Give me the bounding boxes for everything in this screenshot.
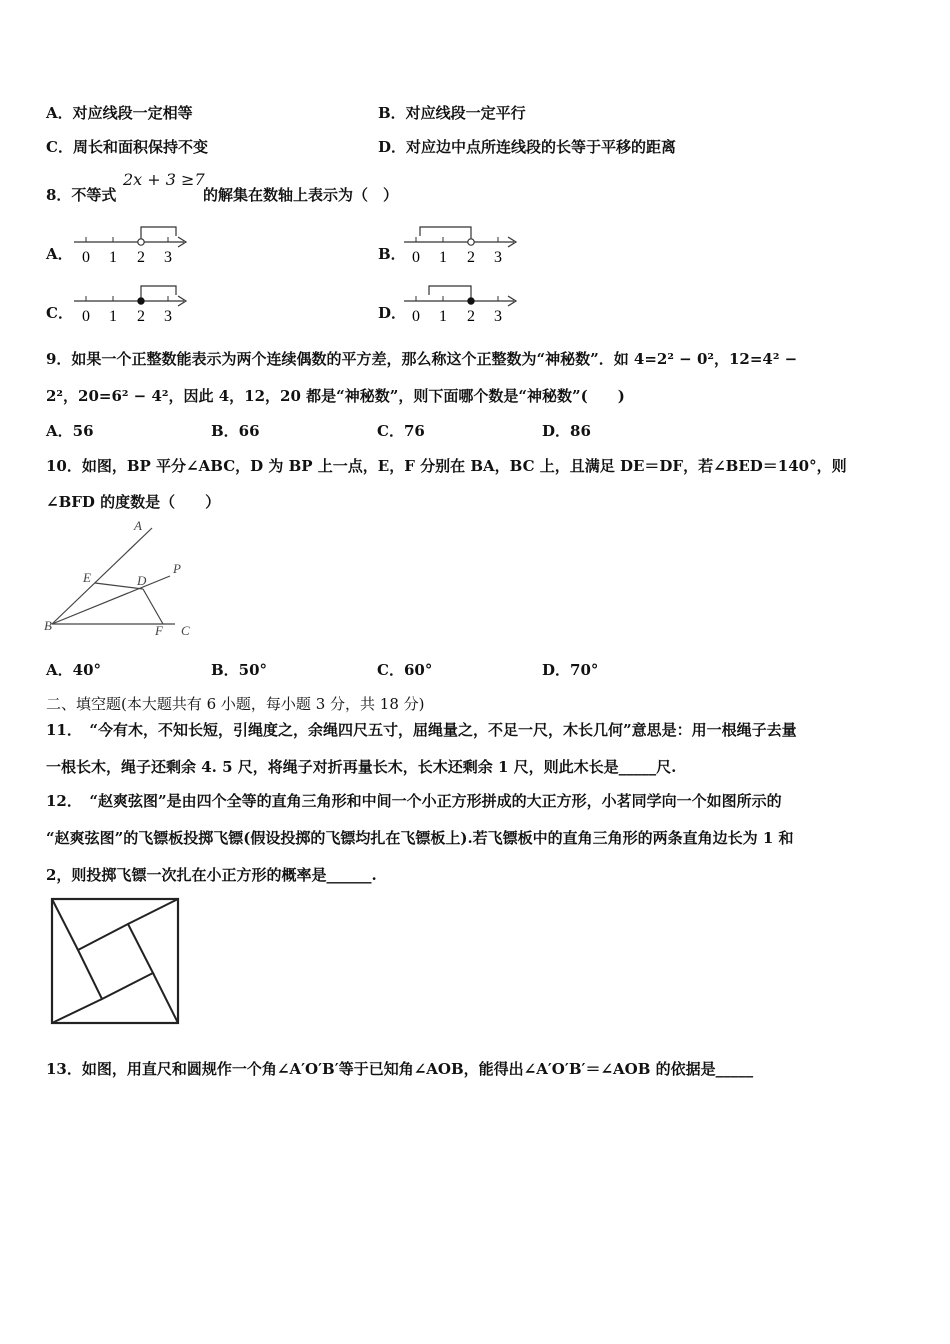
- q9-line-2: 2²，20=6² − 4²，因此 4，12，20 都是“神秘数”，则下面哪个数是“神秘数”( ): [46, 387, 625, 405]
- q8-label-a: A．: [46, 245, 73, 263]
- q12-line-1: 12． “赵爽弦图”是由四个全等的直角三角形和中间一个小正方形拼成的大正方形，小茗同学向一个如图所示的: [46, 792, 782, 810]
- point-label-p: P: [173, 561, 181, 576]
- q10-line-1: 10．如图，BP 平分∠ABC，D 为 BP 上一点，E，F 分别在 BA，BC 上，且满足 DE＝DF，若∠BED＝140°，则: [46, 457, 847, 475]
- q13-line-1: 13．如图，用直尺和圆规作一个角∠A′O′B′等于已知角∠AOB，能得出∠A′O′B′＝∠AOB 的依据是_____: [46, 1060, 754, 1078]
- tick-label: 2: [467, 308, 475, 325]
- q10-option-c: C．60°: [377, 661, 433, 679]
- q9-option-d: D．86: [542, 422, 591, 440]
- point-label-c: C: [181, 623, 190, 638]
- q9-line-1: 9．如果一个正整数能表示为两个连续偶数的平方差，那么称这个正整数为“神秘数”．如 4=2² − 0²，12=4² −: [46, 350, 798, 368]
- q8-label-b: B．: [378, 245, 406, 263]
- q7-option-a: A．对应线段一定相等: [46, 104, 193, 122]
- tick-label: 3: [164, 308, 172, 325]
- q7-option-c: C．周长和面积保持不变: [46, 138, 208, 156]
- tick-label: 1: [109, 308, 117, 325]
- number-line-b: [402, 222, 522, 270]
- q10-option-d: D．70°: [542, 661, 599, 679]
- tick-label: 3: [494, 249, 502, 266]
- q8-suffix: 的解集在数轴上表示为（ ）: [203, 186, 399, 204]
- q8-prefix: 8．不等式: [46, 186, 117, 204]
- point-label-e: E: [83, 570, 91, 585]
- zhao-shuang-string-diagram: [48, 895, 182, 1029]
- angle-bisector-figure: [40, 514, 200, 644]
- tick-label: 2: [467, 249, 475, 266]
- tick-label: 1: [439, 249, 447, 266]
- q10-option-a: A．40°: [46, 661, 102, 679]
- number-line-a: [72, 222, 192, 270]
- number-line-c: [72, 281, 192, 329]
- tick-label: 1: [439, 308, 447, 325]
- tick-label: 0: [412, 249, 420, 266]
- q12-line-2: “赵爽弦图”的飞镖板投掷飞镖(假设投掷的飞镖均扎在飞镖板上).若飞镖板中的直角三角形的两条直角边长为 1 和: [46, 829, 794, 847]
- q7-option-d: D．对应边中点所连线段的长等于平移的距离: [378, 138, 677, 156]
- tick-label: 2: [137, 308, 145, 325]
- q11-line-2: 一根长木，绳子还剩余 4. 5 尺，将绳子对折再量长木，长木还剩余 1 尺，则此木长是_____尺.: [46, 758, 677, 776]
- tick-label: 1: [109, 249, 117, 266]
- number-line-d: [402, 281, 522, 329]
- q9-option-a: A．56: [46, 422, 94, 440]
- point-label-b: B: [44, 618, 52, 633]
- q8-formula: 2x + 3 ≥7: [123, 170, 205, 189]
- q10-line-2: ∠BFD 的度数是（ ）: [46, 493, 221, 511]
- point-label-d: D: [137, 573, 147, 588]
- tick-label: 0: [82, 308, 90, 325]
- q11-line-1: 11． “今有木，不知长短，引绳度之，余绳四尺五寸，屈绳量之，不足一尺，木长几何”意思是：用一根绳子去量: [46, 721, 797, 739]
- q8-label-d: D．: [378, 304, 407, 322]
- q12-line-3: 2，则投掷飞镖一次扎在小正方形的概率是______.: [46, 866, 377, 884]
- section-2-title: 二、填空题(本大题共有 6 小题，每小题 3 分，共 18 分): [46, 695, 425, 713]
- point-label-f: F: [155, 623, 163, 638]
- tick-label: 2: [137, 249, 145, 266]
- q9-option-c: C．76: [377, 422, 425, 440]
- q7-option-b: B．对应线段一定平行: [378, 104, 526, 122]
- tick-label: 0: [82, 249, 90, 266]
- q10-option-b: B．50°: [211, 661, 268, 679]
- q8-label-c: C．: [46, 304, 73, 322]
- tick-label: 3: [164, 249, 172, 266]
- point-label-a: A: [134, 518, 142, 533]
- tick-label: 3: [494, 308, 502, 325]
- tick-label: 0: [412, 308, 420, 325]
- q9-option-b: B．66: [211, 422, 260, 440]
